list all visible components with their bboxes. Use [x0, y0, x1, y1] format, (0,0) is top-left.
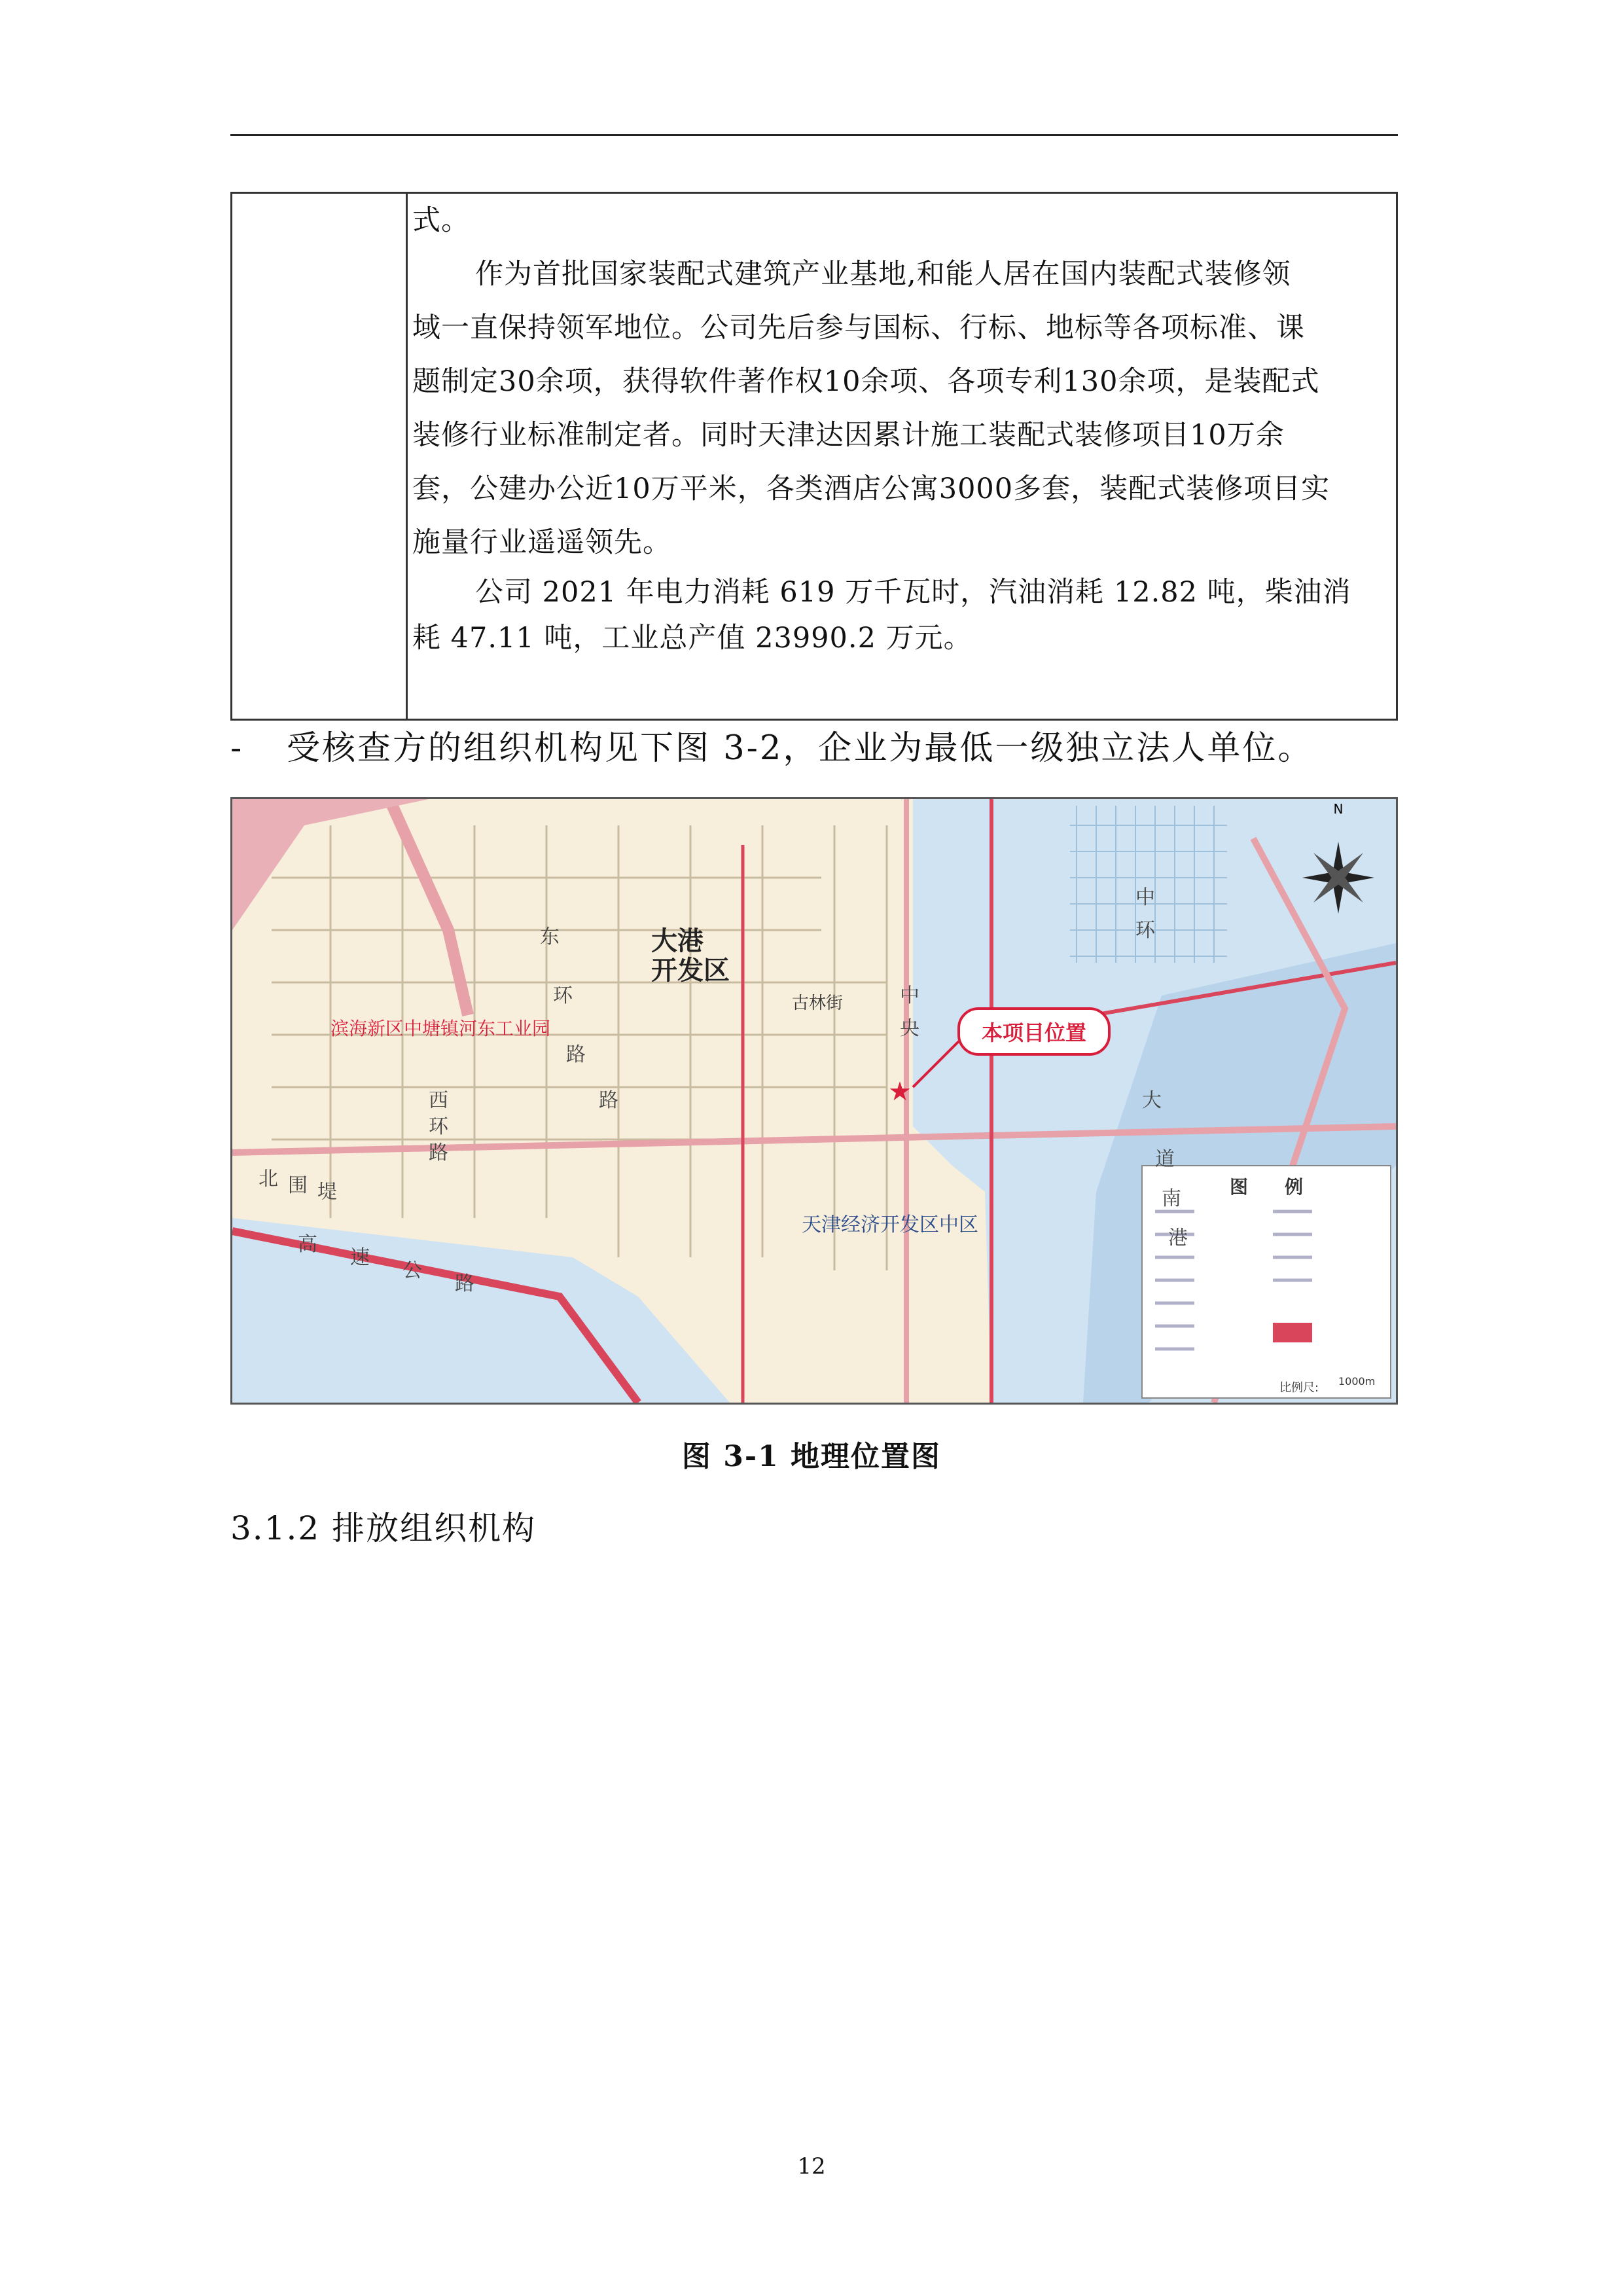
road-label-char: 路	[429, 1141, 448, 1164]
road-label-char: 港	[1168, 1227, 1188, 1249]
section-heading: 3.1.2 排放组织机构	[230, 1509, 537, 1547]
scale-bar-label: 1000m	[1338, 1375, 1376, 1388]
figure-caption: 图 3-1 地理位置图	[681, 1440, 942, 1473]
road-label-char: 西	[429, 1089, 448, 1112]
project-star-icon: ★	[888, 1077, 912, 1107]
road-label-char: 速	[350, 1246, 370, 1269]
paragraph-line: 公司 2021 年电力消耗 619 万千瓦时，汽油消耗 12.82 吨，柴油消	[475, 576, 1351, 609]
north-label: N	[1333, 801, 1344, 817]
paragraph-line: 作为首批国家装配式建筑产业基地,和能人居在国内装配式装修领	[475, 258, 1291, 291]
table-column-divider	[406, 194, 408, 719]
info-table	[230, 192, 1398, 721]
district-label-2: 开发区	[651, 956, 730, 986]
header-rule	[230, 134, 1398, 136]
page-number: 12	[797, 2153, 826, 2179]
road-label-char: 环	[429, 1115, 448, 1138]
table-cell-text	[412, 194, 1387, 661]
street-label: 古林街	[792, 994, 844, 1013]
zone-label: 天津经济开发区中区	[802, 1213, 978, 1236]
bullet-line	[230, 719, 1313, 779]
road-label-char: 路	[455, 1272, 474, 1295]
road-label-char: 央	[900, 1017, 919, 1040]
location-map	[230, 797, 1398, 1405]
map-canvas	[232, 799, 1396, 1403]
road-label-char: 路	[599, 1089, 618, 1112]
paragraph-line: 施量行业遥遥领先。	[412, 526, 671, 559]
road-label-char: 环	[553, 984, 573, 1007]
road-label-char: 中	[900, 984, 919, 1007]
legend-title: 图 例	[1229, 1176, 1304, 1198]
road-label-char: 环	[1135, 919, 1155, 942]
paragraph-line: 装修行业标准制定者。同时天津达因累计施工装配式装修项目10万余	[412, 419, 1285, 452]
road-label-char: 南	[1162, 1187, 1181, 1210]
road-label-char: 大	[1142, 1089, 1162, 1112]
bullet-dash: -	[230, 729, 244, 768]
district-label-1: 大港	[651, 926, 704, 956]
paragraph-line: 耗 47.11 吨，工业总产值 23990.2 万元。	[412, 622, 972, 655]
road-label-char: 路	[566, 1043, 586, 1066]
road-label-char: 中	[1135, 886, 1155, 909]
road-label-char: 公	[402, 1259, 422, 1282]
scale-label: 比例尺:	[1279, 1381, 1319, 1395]
callout-label: 本项目位置	[981, 1020, 1087, 1045]
paragraph-line: 题制定30余项，获得软件著作权10余项、各项专利130余项，是装配式	[412, 365, 1320, 398]
road-label-char: 堤	[317, 1181, 337, 1204]
road-label-char: 高	[298, 1233, 317, 1256]
road-label-char: 围	[288, 1174, 308, 1197]
road-label-char: 道	[1155, 1148, 1175, 1171]
bullet-text: 受核查方的组织机构见下图 3-2，企业为最低一级独立法人单位。	[287, 729, 1313, 768]
paragraph-line: 套，公建办公近10万平米，各类酒店公寓3000多套，装配式装修项目实	[412, 473, 1330, 505]
paragraph-line: 式。	[412, 204, 470, 237]
paragraph-line: 域一直保持领军地位。公司先后参与国标、行标、地标等各项标准、课	[412, 312, 1305, 344]
road-label-char: 东	[540, 925, 560, 948]
road-label-char: 北	[259, 1168, 278, 1191]
industrial-park-label: 滨海新区中塘镇河东工业园	[330, 1018, 551, 1039]
